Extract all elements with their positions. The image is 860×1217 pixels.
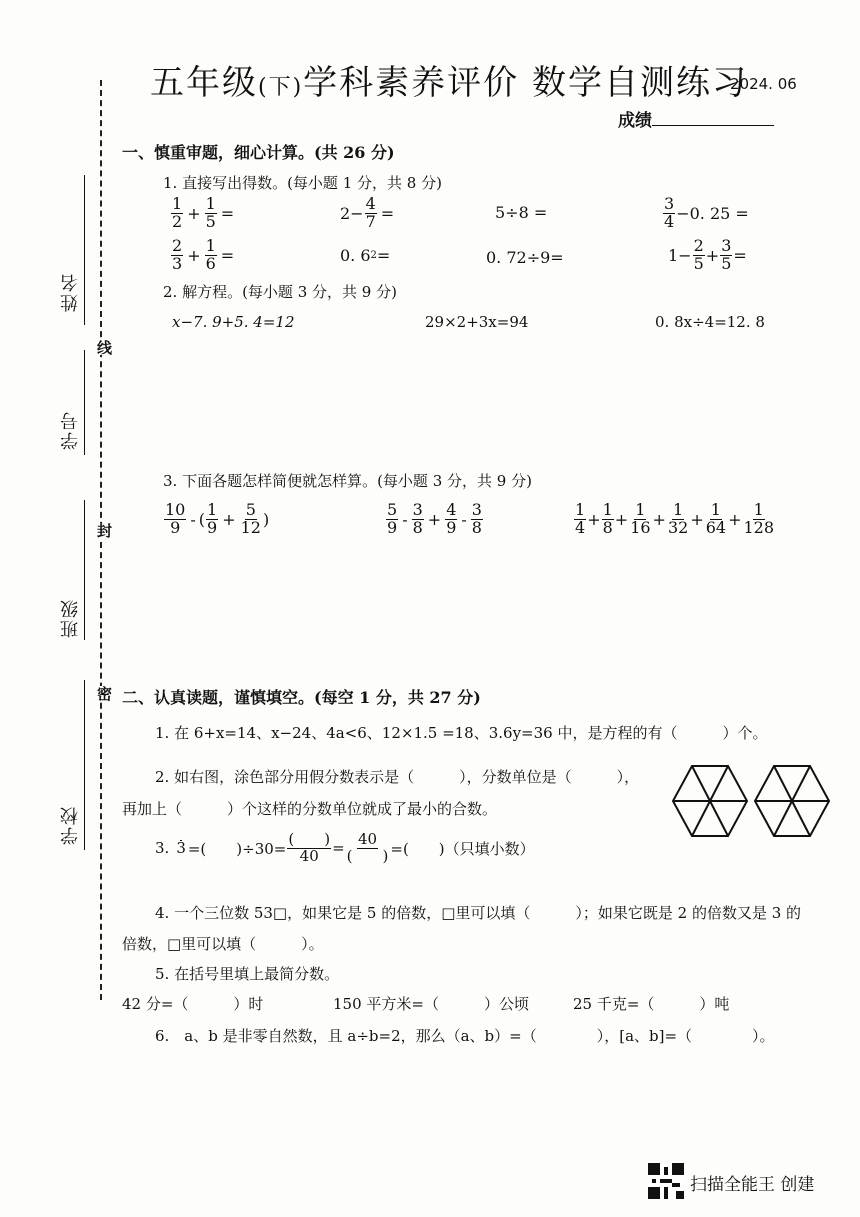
class-label: 班级 — [60, 598, 81, 638]
binding-dashed-line — [100, 80, 102, 1000]
exam-date: 2024. 06 — [730, 75, 797, 93]
fill-q3: 3. 3 =( )÷30= $\frac{( )}{40}$ = $\frac{40}{( )}$ =( )（只填小数） — [155, 830, 535, 865]
fraction: $\frac{1}{5}$ — [205, 194, 216, 231]
name-blank[interactable] — [84, 175, 85, 325]
calc-7: 0. 72÷9= — [486, 248, 564, 267]
seal-line-char: 线 — [95, 340, 113, 355]
fraction: $\frac{4}{9}$ — [446, 500, 457, 537]
fraction: $\frac{2}{5}$ — [693, 236, 704, 273]
fill-q4-line1: 4. 一个三位数 53□，如果它是 5 的倍数，□里可以填（ ）；如果它既是 2 的倍数又是 3 的 — [155, 904, 802, 922]
simplify-1: $\frac{10}{9}$ - ( $\frac{1}{9}$ + $\frac{5}{12}$ ) — [165, 500, 270, 537]
part2-heading: 二、认真读题，谨慎填空。(每空 1 分，共 27 分) — [122, 688, 481, 707]
scanner-watermark: 扫描全能王 创建 — [690, 1175, 815, 1195]
fraction: $\frac{1}{64}$ — [705, 500, 727, 537]
calc-2: 2− $\frac{4}{7}$ = — [340, 194, 395, 231]
calc-1: $\frac{1}{2}$ + $\frac{1}{5}$ = — [172, 194, 235, 231]
score-label: 成绩 — [618, 111, 652, 131]
fraction: $\frac{3}{8}$ — [471, 500, 482, 537]
qr-code-icon — [648, 1163, 684, 1199]
fill-q6: 6. a、b 是非零自然数，且 a÷b=2，那么（a、b）=（ ），[a、b]=（ ）。 — [155, 1027, 775, 1045]
fraction: $\frac{4}{7}$ — [365, 194, 376, 231]
q1-title: 1. 直接写出得数。(每小题 1 分，共 8 分) — [163, 174, 442, 192]
fraction: $\frac{1}{32}$ — [667, 500, 689, 537]
student-number-label: 学号 — [60, 410, 81, 450]
q2-title: 2. 解方程。(每小题 3 分，共 9 分) — [163, 283, 397, 301]
fraction: $\frac{3}{4}$ — [664, 194, 675, 231]
calc-6: 0. 6 2 = — [340, 246, 391, 265]
fraction: $\frac{1}{9}$ — [207, 500, 218, 537]
fraction: $\frac{( )}{40}$ — [288, 830, 331, 865]
fraction: $\frac{40}{( )}$ — [346, 830, 389, 865]
class-blank[interactable] — [84, 500, 85, 640]
equation-2: 29×2+3x=94 — [425, 313, 529, 331]
fraction: $\frac{5}{9}$ — [387, 500, 398, 537]
fill-q5-b: 150 平方米=（ ）公顷 — [333, 995, 529, 1013]
title-subject: 学科素养评价 数学自测练习 — [303, 63, 748, 103]
fill-q2-line2: 再加上（ ）个这样的分数单位就成了最小的合数。 — [122, 800, 498, 818]
hexagon-2 — [755, 766, 829, 836]
calc-4: $\frac{3}{4}$ −0. 25 = — [664, 194, 749, 231]
equation-3: 0. 8x÷4=12. 8 — [655, 313, 765, 331]
title-grade: 五年级 — [150, 63, 258, 103]
q3-title: 3. 下面各题怎样简便就怎样算。(每小题 3 分，共 9 分) — [163, 472, 532, 490]
fraction: $\frac{3}{5}$ — [721, 236, 732, 273]
calc-5: $\frac{2}{3}$ + $\frac{1}{6}$ = — [172, 236, 235, 273]
name-label: 姓名 — [60, 272, 81, 312]
school-label: 学校 — [60, 805, 81, 845]
fraction: $\frac{1}{16}$ — [630, 500, 651, 537]
fraction: $\frac{1}{128}$ — [743, 500, 775, 537]
fill-q2-line1: 2. 如右图，涂色部分用假分数表示是（ ），分数单位是（ ）， — [155, 768, 640, 786]
score-blank[interactable] — [652, 125, 774, 126]
equation-1: x−7. 9+5. 4=12 — [172, 313, 295, 331]
fill-q5-title: 5. 在括号里填上最简分数。 — [155, 965, 340, 983]
simplify-2: $\frac{5}{9}$ - $\frac{3}{8}$ + $\frac{4}{9}$ - $\frac{3}{8}$ — [387, 500, 482, 537]
fill-q5-c: 25 千克=（ ）吨 — [573, 995, 730, 1013]
part1-heading: 一、慎重审题，细心计算。(共 26 分) — [122, 143, 395, 162]
fraction: $\frac{5}{12}$ — [240, 500, 261, 537]
fraction: $\frac{1}{2}$ — [172, 194, 183, 231]
school-blank[interactable] — [84, 680, 85, 850]
fill-q4-line2: 倍数，□里可以填（ ）。 — [122, 935, 324, 953]
fraction: $\frac{1}{8}$ — [602, 500, 613, 537]
hexagon-figures — [672, 765, 834, 837]
hexagon-1 — [673, 766, 747, 836]
calc-8: 1− $\frac{2}{5}$ + $\frac{3}{5}$ = — [668, 236, 747, 273]
fraction: 3 — [176, 838, 186, 857]
fill-q1: 1. 在 6+x=14、x−24、4a<6、12×1.5 =18、3.6y=36 中，是方程的有（ ）个。 — [155, 724, 768, 742]
fraction: $\frac{2}{3}$ — [172, 236, 183, 273]
simplify-3: $\frac{1}{4}$ + $\frac{1}{8}$ + $\frac{1}{16}$ + $\frac{1}{32}$ + $\frac{1}{64}$ + $\frac{1}{128}$ — [575, 500, 775, 537]
seal-secret-char: 密 — [95, 686, 113, 701]
title-term: (下) — [258, 75, 304, 100]
fraction: $\frac{10}{9}$ — [165, 500, 186, 537]
page-title — [150, 55, 748, 104]
fill-q5-a: 42 分=（ ）时 — [122, 995, 264, 1013]
student-number-blank[interactable] — [84, 350, 85, 455]
fraction: $\frac{1}{6}$ — [205, 236, 216, 273]
fraction: $\frac{1}{4}$ — [575, 500, 586, 537]
calc-3: 5÷8 = — [495, 203, 548, 222]
fraction: $\frac{3}{8}$ — [412, 500, 423, 537]
seal-seal-char: 封 — [95, 523, 113, 538]
